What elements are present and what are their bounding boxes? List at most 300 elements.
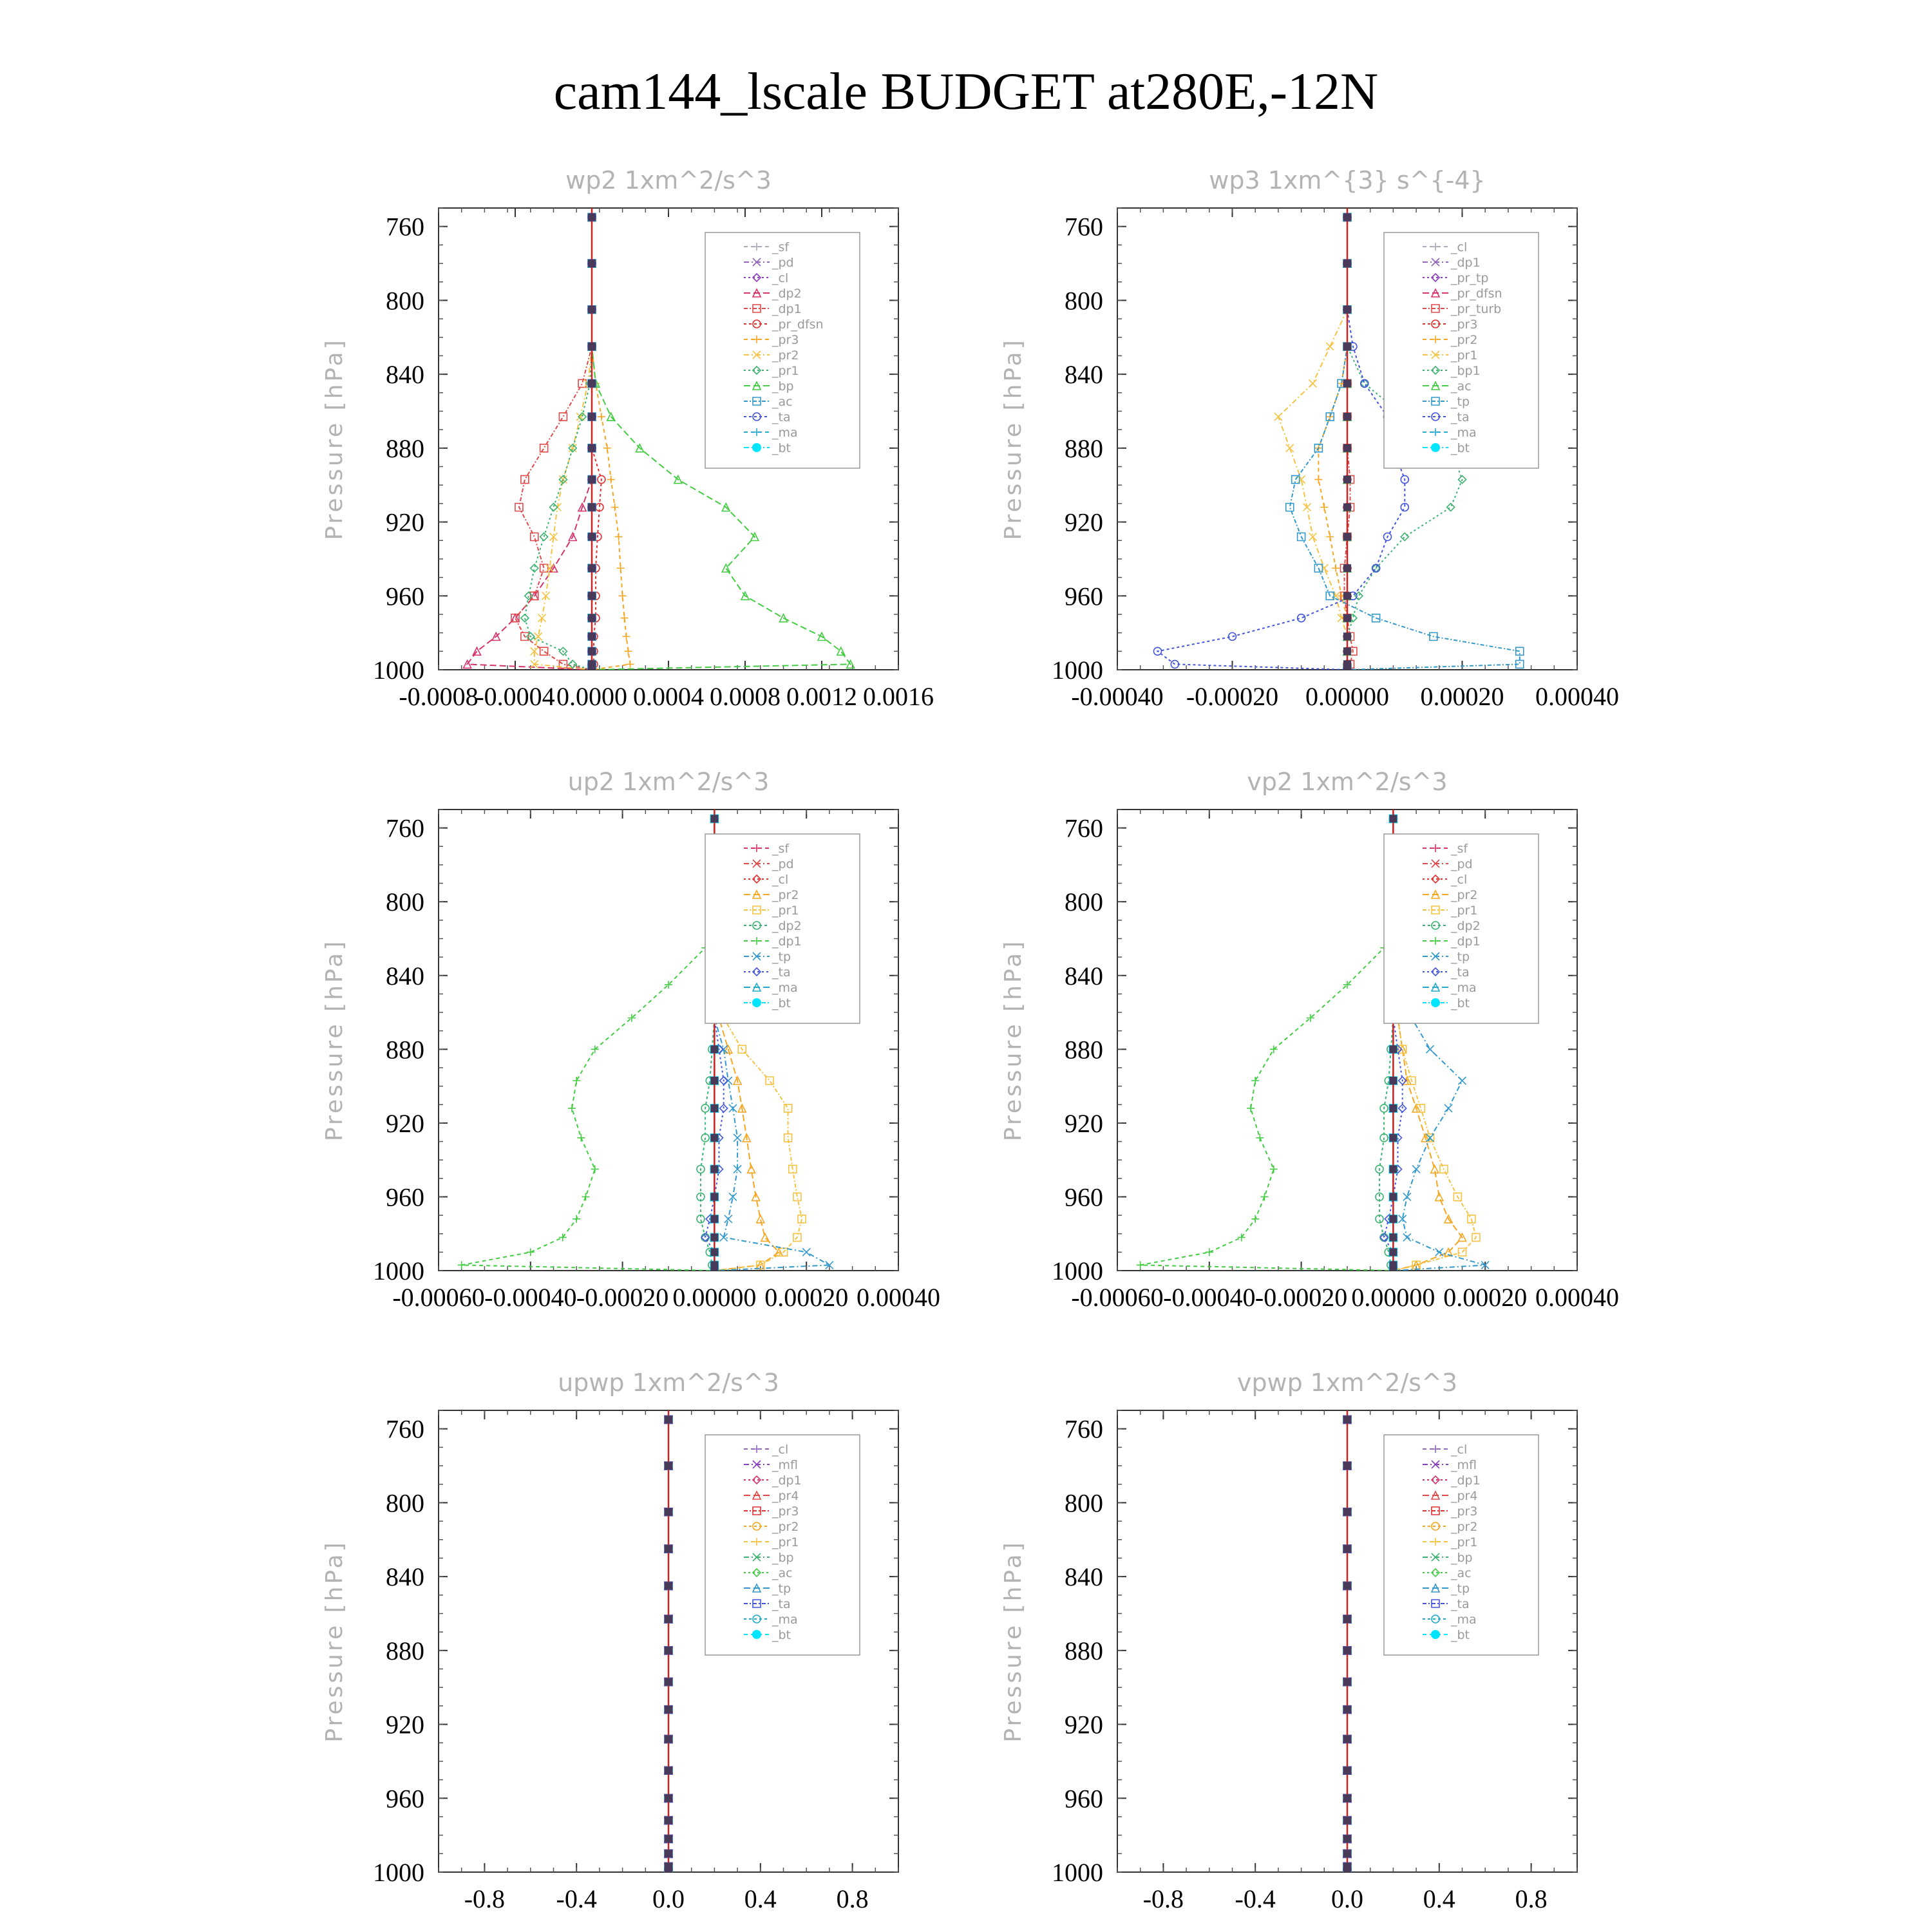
- legend-label: _bt: [772, 996, 791, 1010]
- legend-label: _pr1: [772, 364, 799, 378]
- series-point-pr3: [607, 476, 615, 484]
- y-tick-label: 920: [1065, 1710, 1103, 1739]
- series-point-pr2: [1320, 504, 1328, 511]
- series-point-pr3: [603, 444, 611, 452]
- zero-marker: [710, 1045, 718, 1053]
- zero-marker: [1343, 1647, 1351, 1654]
- legend-label: _pr1: [772, 904, 799, 918]
- zero-marker: [1343, 1736, 1351, 1743]
- zero-marker: [710, 1215, 718, 1223]
- series-line-dp1: [462, 819, 715, 1271]
- series-point-bp1: [1447, 504, 1455, 511]
- y-tick-label: 800: [386, 286, 424, 316]
- legend-label: _dp1: [1451, 934, 1481, 949]
- x-tick-label: 0.0: [1331, 1884, 1363, 1913]
- zero-marker: [1343, 592, 1351, 600]
- series-point-ta: [1361, 379, 1368, 387]
- series-point-pr3: [615, 533, 623, 541]
- legend-label: _pr3: [1451, 317, 1478, 332]
- zero-marker: [1343, 260, 1351, 267]
- x-tick-label: 0.0016: [863, 682, 934, 711]
- zero-marker: [588, 647, 596, 655]
- zero-marker: [1389, 1193, 1397, 1200]
- legend-label: _pr_dfsn: [1451, 287, 1502, 301]
- x-tick-label: 0.0000: [556, 682, 627, 711]
- zero-marker: [1343, 1850, 1351, 1857]
- series-point-bp1: [1401, 533, 1408, 541]
- panel-title: wp2 1xm^2/s^3: [565, 166, 772, 194]
- chart-panel-2: [1000, 166, 1619, 711]
- series-point-pr1: [1326, 343, 1334, 350]
- legend-label: _sf: [772, 842, 790, 856]
- series-point-pr1: [569, 660, 576, 668]
- series-line-dp2: [468, 217, 592, 670]
- x-tick-label: 0.8: [836, 1884, 869, 1913]
- series-point-pr1: [1320, 564, 1328, 572]
- series-point-dp1: [568, 1104, 576, 1112]
- series-point-tp: [1435, 1248, 1443, 1256]
- zero-marker: [588, 666, 596, 674]
- series-point-pr1: [578, 413, 586, 421]
- y-tick-label: 840: [1065, 360, 1103, 390]
- legend-label: _pr1: [1451, 904, 1478, 918]
- legend-label: _pr2: [772, 348, 799, 363]
- x-tick-label: -0.00020: [576, 1283, 669, 1312]
- series-point-dp1: [1260, 1193, 1268, 1200]
- x-tick-label: 0.0: [652, 1884, 685, 1913]
- zero-marker: [1343, 476, 1351, 484]
- legend-label: _dp2: [772, 287, 802, 301]
- series-point-dp1: [1251, 1077, 1259, 1084]
- y-tick-label: 760: [1065, 813, 1103, 843]
- legend-label: _tp: [772, 1582, 791, 1596]
- series-point-tp: [724, 1077, 732, 1084]
- series-point-pr3: [621, 614, 629, 622]
- x-tick-label: 0.00020: [1443, 1283, 1528, 1312]
- x-tick-label: -0.4: [556, 1884, 597, 1913]
- series-point-pr1: [550, 504, 558, 511]
- y-tick-label: 880: [386, 1636, 424, 1665]
- zero-marker: [665, 1545, 672, 1553]
- y-tick-label: 920: [386, 1710, 424, 1739]
- legend-label: _dp1: [1451, 1473, 1481, 1488]
- y-tick-label: 800: [1065, 286, 1103, 316]
- zero-marker: [665, 1766, 672, 1774]
- legend-label: _bt: [772, 441, 791, 455]
- legend-label: _pr1: [1451, 348, 1478, 363]
- series-point-tp: [1403, 1233, 1411, 1241]
- zero-marker: [665, 1615, 672, 1623]
- legend-label: _cl: [1451, 240, 1468, 254]
- legend-label: _pr2: [1451, 333, 1478, 347]
- series-line-pr1: [1278, 217, 1347, 670]
- legend-marker: [1431, 998, 1440, 1007]
- series-point-tp: [724, 1215, 732, 1223]
- legend-label: _ac: [772, 395, 793, 409]
- panel-title: vpwp 1xm^2/s^3: [1236, 1368, 1458, 1397]
- y-tick-label: 880: [1065, 1636, 1103, 1665]
- chart-panel-1: [321, 166, 934, 711]
- figure-title: cam144_lscale BUDGET at280E,-12N: [553, 62, 1379, 120]
- zero-marker: [1389, 815, 1397, 822]
- legend-label: _dp2: [772, 919, 802, 933]
- y-tick-label: 840: [1065, 961, 1103, 990]
- zero-marker: [1343, 533, 1351, 541]
- x-tick-label: 0.00020: [764, 1283, 849, 1312]
- zero-marker: [665, 1508, 672, 1516]
- series-point-dp1: [1247, 1104, 1255, 1112]
- y-tick-label: 800: [386, 1488, 424, 1518]
- legend: [1384, 834, 1539, 1023]
- series-point-tp: [1403, 1193, 1411, 1200]
- y-tick-label: 880: [386, 433, 424, 463]
- series-line-pr2: [535, 217, 592, 670]
- zero-marker: [665, 1850, 672, 1857]
- chart-panel-4: [1000, 768, 1619, 1312]
- zero-marker: [710, 1104, 718, 1112]
- zero-marker: [710, 1077, 718, 1084]
- legend-label: _dp1: [772, 1473, 802, 1488]
- series-point-dp1: [591, 1165, 599, 1173]
- y-tick-label: 1000: [373, 1858, 424, 1887]
- series-point-dp1: [527, 1248, 535, 1256]
- series-line-pr2: [1318, 217, 1347, 670]
- series-point-pr1: [1309, 379, 1316, 387]
- zero-marker: [710, 1267, 718, 1274]
- x-tick-label: -0.8: [1142, 1884, 1184, 1913]
- zero-marker: [1343, 343, 1351, 350]
- legend-label: _tp: [1451, 950, 1470, 964]
- zero-marker: [665, 1582, 672, 1589]
- legend: [705, 1435, 860, 1655]
- series-point-dp1: [577, 1134, 585, 1142]
- series-point-dp1: [582, 1193, 589, 1200]
- legend-label: _pr_dfsn: [772, 317, 824, 332]
- zero-marker: [1343, 647, 1351, 655]
- zero-marker: [710, 1134, 718, 1142]
- x-tick-label: -0.00040: [1071, 682, 1164, 711]
- y-tick-label: 840: [386, 1562, 424, 1592]
- x-tick-label: 0.00000: [1305, 682, 1389, 711]
- y-tick-label: 880: [1065, 433, 1103, 463]
- y-tick-label: 800: [386, 887, 424, 917]
- series-point-pr3: [598, 413, 605, 421]
- y-tick-label: 920: [1065, 507, 1103, 537]
- zero-marker: [588, 564, 596, 572]
- zero-marker: [665, 1835, 672, 1842]
- legend-marker: [752, 1630, 761, 1639]
- zero-marker: [1389, 1248, 1397, 1256]
- x-tick-label: 0.00040: [1535, 1283, 1619, 1312]
- y-tick-label: 840: [1065, 1562, 1103, 1592]
- legend-label: _bp1: [1451, 364, 1481, 378]
- x-tick-label: -0.4: [1235, 1884, 1276, 1913]
- x-tick-label: 0.0008: [710, 682, 781, 711]
- y-tick-label: 960: [1065, 1784, 1103, 1814]
- series-point-tp: [1412, 1165, 1420, 1173]
- x-tick-label: 0.00000: [1351, 1283, 1435, 1312]
- x-tick-label: 0.4: [744, 1884, 777, 1913]
- series-group: [665, 1410, 672, 1876]
- zero-marker: [665, 1794, 672, 1802]
- x-tick-label: -0.00060: [392, 1283, 485, 1312]
- legend-label: _bt: [1451, 996, 1470, 1010]
- x-tick-label: -0.00040: [484, 1283, 577, 1312]
- series-line-pr_turb: [1345, 217, 1353, 670]
- x-tick-label: 0.0012: [786, 682, 857, 711]
- zero-marker: [1343, 1706, 1351, 1714]
- zero-marker: [710, 1165, 718, 1173]
- series-point-ta: [1298, 614, 1305, 622]
- y-axis-label: Pressure [hPa]: [1000, 1540, 1027, 1743]
- y-tick-label: 960: [1065, 1182, 1103, 1212]
- series-point-dp1: [559, 413, 567, 421]
- zero-marker: [588, 592, 596, 600]
- legend: [705, 232, 860, 468]
- y-tick-label: 920: [386, 507, 424, 537]
- y-tick-label: 760: [386, 813, 424, 843]
- legend-label: _bt: [1451, 1628, 1470, 1642]
- legend-label: _pr1: [772, 1535, 799, 1549]
- series-point-dp1: [531, 533, 538, 541]
- legend-label: _mfl: [1451, 1458, 1477, 1472]
- legend-label: _ma: [1451, 426, 1477, 440]
- series-point-pr3: [627, 660, 634, 668]
- series-line-ta: [1158, 217, 1405, 670]
- zero-marker: [1389, 1045, 1397, 1053]
- legend-label: _ta: [1451, 965, 1470, 980]
- series-point-tp: [802, 1248, 810, 1256]
- zero-marker: [665, 1706, 672, 1714]
- x-tick-label: -0.0008: [399, 682, 478, 711]
- zero-marker: [588, 504, 596, 511]
- legend-label: _bt: [772, 1628, 791, 1642]
- zero-marker: [588, 632, 596, 640]
- y-axis-label: Pressure [hPa]: [321, 1540, 348, 1743]
- y-tick-label: 960: [1065, 582, 1103, 611]
- zero-marker: [665, 1678, 672, 1686]
- legend-label: _cl: [1451, 873, 1468, 887]
- series-point-pr1: [766, 1077, 773, 1084]
- series-point-dp1: [573, 1077, 580, 1084]
- legend-label: _cl: [772, 271, 789, 285]
- panel-title: vp2 1xm^2/s^3: [1247, 768, 1448, 796]
- legend-label: _pr2: [772, 1520, 799, 1534]
- legend-marker: [1431, 443, 1440, 452]
- legend-marker: [1431, 1630, 1440, 1639]
- zero-marker: [665, 1736, 672, 1743]
- zero-marker: [1389, 1165, 1397, 1173]
- x-tick-label: -0.00040: [1163, 1283, 1256, 1312]
- legend-label: _cl: [772, 873, 789, 887]
- zero-marker: [1343, 1416, 1351, 1423]
- zero-marker: [665, 1416, 672, 1423]
- zero-marker: [1343, 413, 1351, 421]
- series-point-dp1: [1270, 1165, 1278, 1173]
- zero-marker: [665, 1817, 672, 1824]
- legend-label: _ta: [1451, 410, 1470, 424]
- y-tick-label: 840: [386, 360, 424, 390]
- zero-marker: [1343, 1615, 1351, 1623]
- zero-marker: [588, 413, 596, 421]
- series-point-dp1: [1251, 1215, 1259, 1223]
- zero-marker: [1343, 504, 1351, 511]
- legend-label: _pd: [772, 256, 794, 270]
- zero-marker: [1343, 1582, 1351, 1589]
- series-point-dp1: [1256, 1134, 1264, 1142]
- zero-marker: [1343, 1545, 1351, 1553]
- y-tick-label: 800: [1065, 1488, 1103, 1518]
- legend-label: _bp: [772, 1551, 794, 1565]
- series-line-pr_dfsn: [592, 217, 601, 670]
- legend-label: _tp: [1451, 1582, 1470, 1596]
- x-tick-label: 0.00000: [672, 1283, 757, 1312]
- zero-marker: [710, 1193, 718, 1200]
- zero-marker: [1343, 564, 1351, 572]
- legend-label: _sf: [772, 240, 790, 254]
- legend-label: _ta: [772, 1597, 791, 1611]
- legend-label: _bt: [1451, 441, 1470, 455]
- x-tick-label: 0.00040: [1535, 682, 1619, 711]
- legend-label: _sf: [1451, 842, 1468, 856]
- zero-marker: [588, 476, 596, 484]
- x-tick-label: -0.00060: [1071, 1283, 1164, 1312]
- y-tick-label: 840: [386, 961, 424, 990]
- y-tick-label: 880: [1065, 1035, 1103, 1065]
- y-tick-label: 880: [386, 1035, 424, 1065]
- series-point-dp1: [458, 1261, 466, 1269]
- legend-label: _pr2: [1451, 888, 1478, 902]
- zero-marker: [588, 533, 596, 541]
- y-tick-label: 960: [386, 1784, 424, 1814]
- zero-marker: [710, 1248, 718, 1256]
- zero-marker: [1343, 1766, 1351, 1774]
- zero-marker: [1343, 379, 1351, 387]
- zero-marker: [1343, 1794, 1351, 1802]
- y-tick-label: 1000: [373, 656, 424, 685]
- zero-marker: [588, 343, 596, 350]
- y-tick-label: 1000: [1052, 656, 1103, 685]
- legend-marker: [752, 998, 761, 1007]
- legend-label: _ma: [1451, 981, 1477, 995]
- legend-label: _pr3: [772, 333, 799, 347]
- zero-marker: [1343, 306, 1351, 314]
- legend-label: _pr2: [1451, 1520, 1478, 1534]
- legend-label: _tp: [772, 950, 791, 964]
- chart-panel-5: [321, 1368, 898, 1913]
- series-point-pr2: [1314, 476, 1322, 484]
- legend-label: _mfl: [772, 1458, 798, 1472]
- legend-label: _pd: [772, 857, 794, 871]
- chart-panel-3: [321, 768, 940, 1312]
- legend-label: _pr4: [1451, 1489, 1478, 1503]
- series-point-dp1: [540, 647, 548, 655]
- x-tick-label: -0.00020: [1186, 682, 1279, 711]
- legend-label: _ma: [1451, 1613, 1477, 1627]
- zero-marker: [710, 1233, 718, 1241]
- legend-label: _dp2: [1451, 919, 1481, 933]
- legend-label: _cl: [1451, 1443, 1468, 1457]
- y-tick-label: 760: [1065, 1414, 1103, 1444]
- y-tick-label: 760: [386, 1414, 424, 1444]
- legend-label: _ac: [772, 1566, 793, 1580]
- legend-label: _pr_turb: [1451, 302, 1502, 316]
- y-tick-label: 760: [386, 212, 424, 242]
- zero-marker: [1389, 1267, 1397, 1274]
- y-tick-label: 960: [386, 582, 424, 611]
- zero-marker: [1343, 213, 1351, 221]
- series-point-tp: [734, 1134, 741, 1142]
- x-tick-label: 0.00040: [857, 1283, 940, 1312]
- y-tick-label: 1000: [373, 1256, 424, 1285]
- series-point-dp1: [573, 1215, 580, 1223]
- legend-label: _ac: [1451, 379, 1472, 393]
- series-point-pr3: [611, 504, 619, 511]
- legend-label: _ma: [772, 981, 798, 995]
- y-tick-label: 800: [1065, 887, 1103, 917]
- zero-marker: [588, 260, 596, 267]
- legend-label: _dp1: [772, 934, 802, 949]
- series-point-pr3: [619, 592, 627, 600]
- legend: [1384, 1435, 1539, 1655]
- series-point-pr2: [1326, 533, 1334, 541]
- x-tick-label: -0.0004: [475, 682, 555, 711]
- zero-marker: [1389, 1134, 1397, 1142]
- series-point-pr3: [623, 632, 630, 640]
- zero-marker: [710, 815, 718, 822]
- zero-marker: [1343, 1508, 1351, 1516]
- y-tick-label: 920: [386, 1108, 424, 1138]
- zero-marker: [665, 1647, 672, 1654]
- series-group: [1343, 1410, 1351, 1876]
- y-axis-label: Pressure [hPa]: [321, 337, 348, 540]
- series-point-pr3: [625, 647, 632, 655]
- legend-label: _pr3: [1451, 1504, 1478, 1519]
- y-tick-label: 1000: [1052, 1858, 1103, 1887]
- y-tick-label: 920: [1065, 1108, 1103, 1138]
- zero-marker: [1343, 1678, 1351, 1686]
- x-tick-label: 0.0004: [633, 682, 704, 711]
- legend-label: _bp: [772, 379, 794, 393]
- x-tick-label: 0.8: [1515, 1884, 1548, 1913]
- legend-label: _ma: [772, 1613, 798, 1627]
- zero-marker: [665, 1462, 672, 1470]
- series-point-pr3: [617, 564, 625, 572]
- zero-marker: [1343, 1835, 1351, 1842]
- x-tick-label: 0.4: [1423, 1884, 1455, 1913]
- legend-label: _cl: [772, 1443, 789, 1457]
- series-point-pr2: [569, 444, 576, 452]
- legend-label: _tp: [1451, 395, 1470, 409]
- y-tick-label: 1000: [1052, 1256, 1103, 1285]
- legend-label: _ma: [772, 426, 798, 440]
- y-tick-label: 760: [1065, 212, 1103, 242]
- legend-label: _dp1: [1451, 256, 1481, 270]
- chart-panel-6: [1000, 1368, 1577, 1913]
- legend-label: _pd: [1451, 857, 1473, 871]
- legend-label: _dp1: [772, 302, 802, 316]
- zero-marker: [588, 444, 596, 452]
- series-line-pr3: [592, 217, 630, 670]
- series-line-dp1: [515, 217, 592, 670]
- series-point-tp: [1459, 1077, 1466, 1084]
- series-point-pr2: [1332, 564, 1340, 572]
- legend-label: _ta: [1451, 1597, 1470, 1611]
- x-tick-label: -0.00020: [1255, 1283, 1348, 1312]
- zero-marker: [1389, 1077, 1397, 1084]
- series-point-tp: [1444, 1104, 1452, 1112]
- series-point-dp1: [540, 444, 548, 452]
